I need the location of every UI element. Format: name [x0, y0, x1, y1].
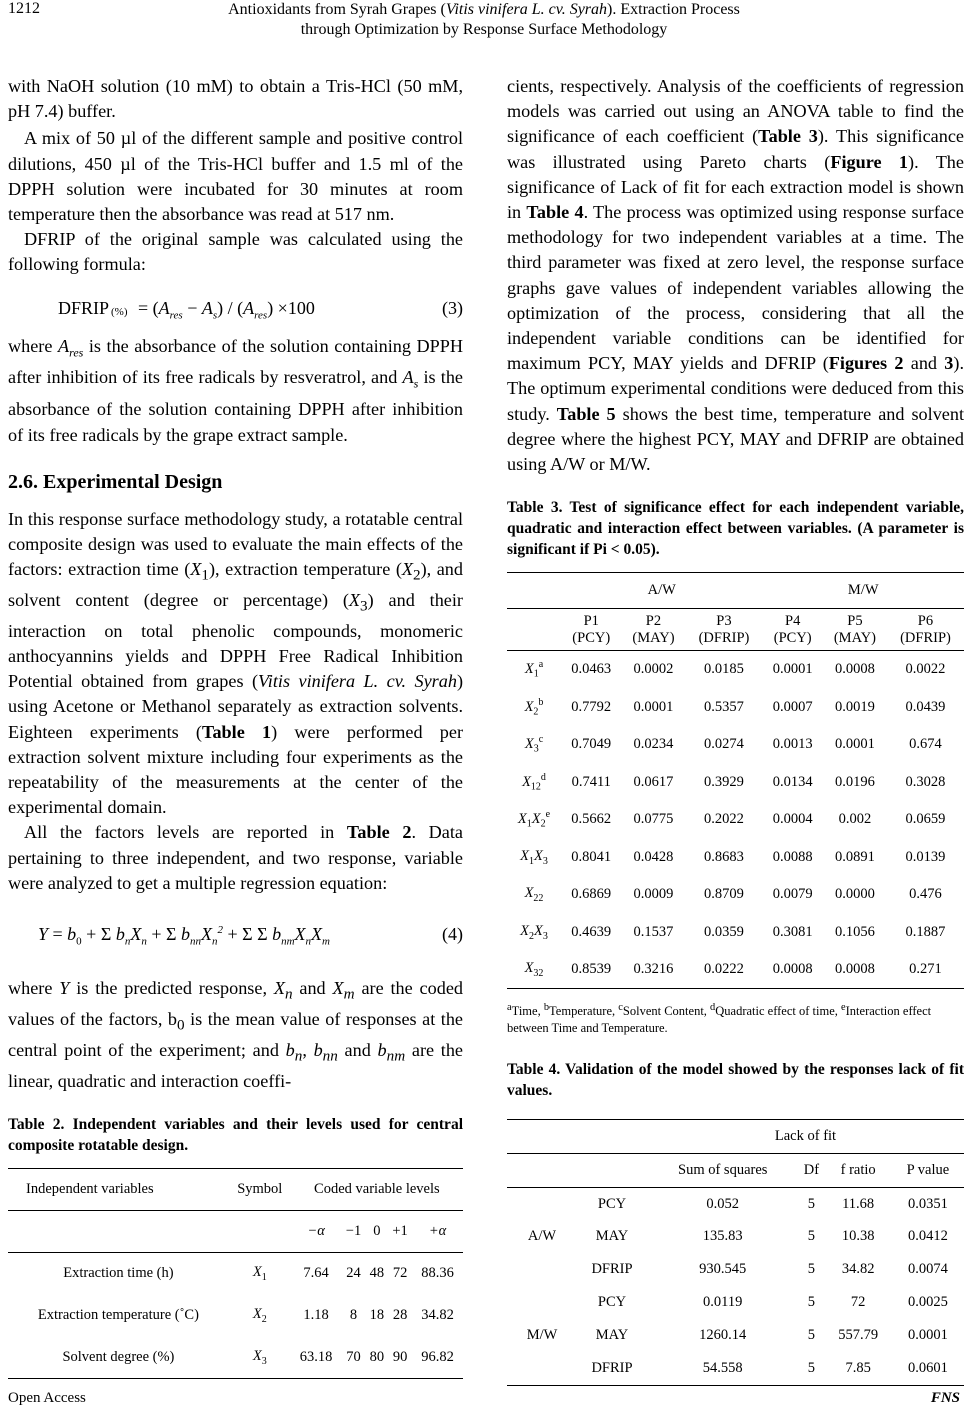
table-cell: 0.5662	[571, 811, 612, 827]
table-header: P2 (MAY)	[632, 612, 675, 646]
group-header: A/W	[647, 582, 676, 599]
table-cell: 0.2022	[704, 811, 744, 827]
table-cell: 0.1537	[633, 923, 674, 940]
table-cell: 0.4639	[571, 923, 612, 940]
left-column	[8, 74, 463, 1379]
table-cell: 0.0025	[908, 1294, 948, 1311]
group-label	[507, 1286, 577, 1319]
paragraph: A mix of 50 µl of the different sample and positive control dilutions, 450 µl of the Tris-HCl buffer and 1.5 ml of the DPPH solution were incubated for 30 minutes at room temperature then the absorbance was read at 517 nm.	[8, 128, 463, 225]
table-cell: 0.0001	[772, 661, 813, 678]
table-header: P4 (PCY)	[773, 612, 812, 646]
table-cell: 0.0001	[633, 698, 674, 715]
table-cell: 0.0222	[704, 960, 744, 977]
group-header: Lack of fit	[774, 1127, 837, 1144]
table-row	[507, 913, 964, 951]
table-cell: 0.1056	[835, 923, 875, 940]
table3-footnote: $^a$Time, $^b$Temperature, $^c$Solvent Content, $^d$Quadratic effect of time, $^e$Interaction effect between Time and Temperature.	[507, 1001, 932, 1035]
table-cell: 10.38	[841, 1228, 875, 1245]
table-cell: 7.85	[845, 1360, 871, 1377]
table-cell: 0.0439	[905, 698, 946, 715]
table-row	[507, 876, 964, 914]
paragraph: with NaOH solution (10 mM) to obtain a Tris-HCl (50 mM, pH 7.4) buffer.	[8, 76, 463, 122]
table-header: Coded variable levels	[314, 1180, 440, 1197]
paragraph: All the factors levels are reported in Table 2. Data pertaining to three independent, and two response, variable were analyzed to get a multiple regression equation:	[8, 822, 463, 893]
footer-journal: FNS	[930, 1390, 960, 1406]
table-cell: 0.0359	[704, 923, 744, 940]
table-header: Symbol	[237, 1180, 283, 1197]
group-label	[507, 1187, 577, 1220]
table-cell: 0.0001	[908, 1327, 948, 1344]
table3-caption: Table 3. Test of significance effect for each independent variable, quadratic and interaction effect between variables. (A parameter is significant if Pi < 0.05).	[507, 499, 964, 559]
table-cell: 0.0002	[633, 661, 674, 678]
page-number: 1212	[8, 0, 40, 17]
table-row	[507, 1286, 964, 1319]
table-row	[507, 951, 964, 989]
level-header: −1	[345, 1222, 362, 1239]
table-cell: 0.271	[909, 960, 942, 977]
table-cell: 0.0079	[772, 886, 813, 902]
table-cell: 34.82	[841, 1261, 875, 1278]
table-cell: 5	[807, 1228, 816, 1245]
paragraph: where Y is the predicted response, $X_n$ and $X_m$ are the coded values of the factors, $b_0$ is the mean value of responses at the central point of the experiment; and $b_n$, $b_{nn}$ and $b_{nm}$ are the linear, quadratic and interaction coeffi-	[8, 978, 464, 1091]
table-cell: 0.3216	[633, 960, 674, 977]
table-cell: 0.0009	[633, 886, 674, 902]
row-label: $X_1X_2^e$	[517, 809, 551, 830]
table2-caption: Table 2. Independent variables and their levels used for central composite rotatable design.	[8, 1115, 463, 1154]
table-row	[507, 1352, 964, 1385]
group-label: M/W	[526, 1327, 558, 1344]
table2	[8, 1168, 463, 1379]
table-cell: 0.0601	[908, 1360, 948, 1377]
table-row	[507, 1220, 964, 1253]
table-cell: 135.83	[702, 1228, 743, 1245]
table-cell: 0.3929	[704, 773, 744, 790]
table-header: P5 (MAY)	[833, 612, 877, 646]
table-cell: 0.0274	[704, 736, 744, 752]
row-label: $X_2X_3$	[520, 922, 548, 942]
response-label: DFRIP	[591, 1360, 633, 1377]
table-header: Sum of squares	[678, 1161, 768, 1178]
table-cell: 5	[807, 1195, 816, 1212]
table-row: Solvent degree (%) $X_3$ 63.18 70 80 90 96.82	[8, 1336, 463, 1378]
level-header: +1	[392, 1222, 408, 1239]
table-cell: 5	[807, 1294, 816, 1311]
row-label: $X_{12}^d$	[522, 771, 546, 793]
table-row	[507, 1253, 964, 1286]
paragraph: In this response surface methodology study, a rotatable central composite design was used to evaluate the main effects of the factors: extraction time $(X_1)$, extraction temperature $(X_2)$, and solvent content (degree or percentage) $(X_3)$ and their interaction on total phenolic compounds, monomeric anthocyannins yields and DPPH Free Radical Inhibition Potential obtained from grapes (Vitis vinifera L. cv. Syrah) using Acetone or Methanol separately as extraction solvents. Eighteen experiments (Table 1) were performed per extraction solvent mixture including four experiments as the repeatability of the measurements at the center of the experimental domain.	[8, 508, 464, 818]
response-label: PCY	[597, 1195, 627, 1212]
table-cell: 0.0013	[772, 736, 813, 752]
table-cell: 0.674	[909, 736, 942, 752]
table-cell: 0.0196	[835, 773, 875, 790]
table-cell: 1260.14	[699, 1327, 747, 1344]
table-cell: 0.0428	[633, 848, 674, 865]
level-header: −α	[307, 1222, 325, 1239]
table-cell: 0.0134	[772, 773, 813, 790]
table-cell: 0.1887	[905, 923, 946, 940]
table-cell: 0.0351	[908, 1195, 948, 1212]
table-cell: 0.7792	[571, 698, 612, 715]
paragraph: DFRIP of the original sample was calculated using the following formula:	[8, 229, 463, 275]
table-row	[507, 838, 964, 876]
table-cell: 0.0022	[905, 661, 946, 678]
table-cell: 0.0074	[908, 1261, 948, 1278]
group-label	[507, 1253, 577, 1286]
table-cell: 0.0659	[905, 811, 946, 827]
table-row	[507, 651, 964, 689]
table-cell: 0.8041	[571, 848, 612, 865]
table-header: f ratio	[840, 1161, 876, 1178]
table-header: P value	[906, 1161, 950, 1178]
table-cell: 0.0185	[704, 661, 744, 678]
response-label: MAY	[595, 1327, 629, 1344]
table-cell: 0.476	[909, 886, 942, 902]
right-column	[507, 74, 964, 1386]
group-label	[507, 1352, 577, 1385]
table-cell: 0.0008	[835, 661, 875, 678]
table-cell: 0.8539	[571, 960, 612, 977]
table-cell: 0.5357	[704, 698, 744, 715]
table-cell: 54.558	[702, 1360, 743, 1377]
table-cell: 11.68	[842, 1195, 875, 1212]
table-row: Extraction time (h) $X_1$ 7.64 24 48 72 88.36	[8, 1252, 463, 1294]
table-header: P6 (DFRIP)	[900, 612, 951, 646]
running-title: Antioxidants from Syrah Grapes (Vitis vinifera L. cv. Syrah). Extraction Process through Optimization by Response Surface Methodology	[228, 1, 740, 38]
paragraph: cients, respectively. Analysis of the coefficients of regression models was carried out using an ANOVA table to find the significance of each coefficient (Table 3). This significance was illustrated using Pareto charts (Figure 1). The significance of Lack of fit for each extraction model is shown in Table 4. The process was optimized using response surface methodology for two independent variables at a time. The third parameter was fixed at zero level, the response surface graphs gave values of independent variables allowing the optimization of the process, considering that all the independent variable conditions can be identified for maximum PCY, MAY yields and DFRIP (Figures 2 and 3). The optimum experimental conditions were deduced from this study. Table 5 shows the best time, temperature and solvent degree where the highest PCY, MAY and DFRIP are obtained using A/W or M/W.	[507, 76, 965, 475]
table-cell: 0.0119	[703, 1294, 743, 1311]
row-label: $X_1^a$	[524, 659, 544, 681]
group-header: M/W	[847, 582, 879, 599]
table-cell: 0.052	[706, 1195, 740, 1212]
table-header: P1 (PCY)	[572, 612, 611, 646]
table-row	[507, 763, 964, 801]
table-cell: 0.7411	[571, 773, 611, 790]
table-cell: 0.0412	[908, 1228, 948, 1245]
footer-open-access: Open Access	[8, 1390, 86, 1406]
table-cell: 5	[807, 1360, 816, 1377]
table-cell: 72	[850, 1294, 866, 1311]
table-cell: 0.002	[838, 811, 872, 827]
table-cell: 0.3028	[905, 773, 946, 790]
table-cell: 0.0019	[835, 698, 875, 715]
response-label: PCY	[597, 1294, 627, 1311]
table-cell: 0.0008	[835, 960, 875, 977]
table-cell: 0.7049	[571, 736, 612, 752]
table-cell: 0.6869	[571, 886, 612, 902]
table-header: Df	[803, 1161, 820, 1178]
table-cell: 0.0088	[772, 848, 813, 865]
table3	[507, 572, 964, 989]
table-row	[507, 688, 964, 726]
table-row	[507, 726, 964, 764]
table-cell: 0.0234	[633, 736, 674, 752]
table-cell: 0.0004	[772, 811, 813, 827]
level-header: 0	[373, 1222, 381, 1239]
table-cell: 0.0008	[772, 960, 813, 977]
table4-caption: Table 4. Validation of the model showed by the responses lack of fit values.	[507, 1060, 964, 1099]
table-row	[507, 801, 964, 839]
level-header: +α	[428, 1222, 447, 1239]
equation-3: DFRIP (%) = $(A_{res} - A_s) / (A_{res}) \times 100$ (3)	[58, 297, 463, 322]
section-heading: 2.6. Experimental Design	[8, 470, 223, 493]
table-header: P3 (DFRIP)	[698, 612, 750, 646]
table-cell: 0.0000	[835, 886, 875, 902]
table-header: Independent variables	[26, 1180, 154, 1197]
table-cell: 0.8683	[704, 848, 744, 865]
response-label: MAY	[595, 1228, 629, 1245]
table-cell: 0.0001	[835, 736, 875, 752]
table-cell: 930.545	[699, 1261, 747, 1278]
paragraph: where $A_{res}$ is the absorbance of the solution containing DPPH after inhibition of its free radicals by resveratrol, and $A_s$ is the absorbance of the solution containing DPPH after inhibition of its free radicals by the grape extract sample.	[8, 335, 463, 445]
table4	[507, 1119, 964, 1386]
table-cell: 0.0775	[633, 811, 674, 827]
table-row	[507, 1319, 964, 1352]
table-cell: 0.3081	[772, 923, 813, 940]
table-cell: 0.0007	[772, 698, 813, 715]
table-cell: 0.0617	[633, 773, 674, 790]
table-cell: 5	[807, 1327, 816, 1344]
group-label: A/W	[527, 1228, 557, 1245]
table-row	[507, 1187, 964, 1220]
table-row: Extraction temperature (˚C) $X_2$ 1.18 8 18 28 34.82	[37, 1305, 454, 1325]
table-cell: 0.8709	[704, 886, 744, 902]
row-label: $X_{22}$	[524, 885, 544, 904]
table-cell: 0.0891	[835, 848, 875, 865]
row-label: $X_{32}$	[524, 959, 544, 979]
table-cell: 0.0139	[905, 848, 946, 865]
row-label: $X_3^c$	[524, 734, 544, 755]
table-cell: 5	[807, 1261, 816, 1278]
table-cell: 557.79	[838, 1327, 879, 1344]
response-label: DFRIP	[591, 1261, 633, 1278]
table-cell: 0.0463	[571, 661, 612, 678]
row-label: $X_1X_3$	[520, 847, 548, 867]
equation-4: $Y = b_0 + \Sigma$ $b_nX_n + \Sigma$ $b_{nn}X_n^2 + \Sigma$ Σ $b_{nm}X_nX_m$ (4)	[38, 924, 463, 948]
row-label: $X_2^b$	[524, 696, 544, 718]
